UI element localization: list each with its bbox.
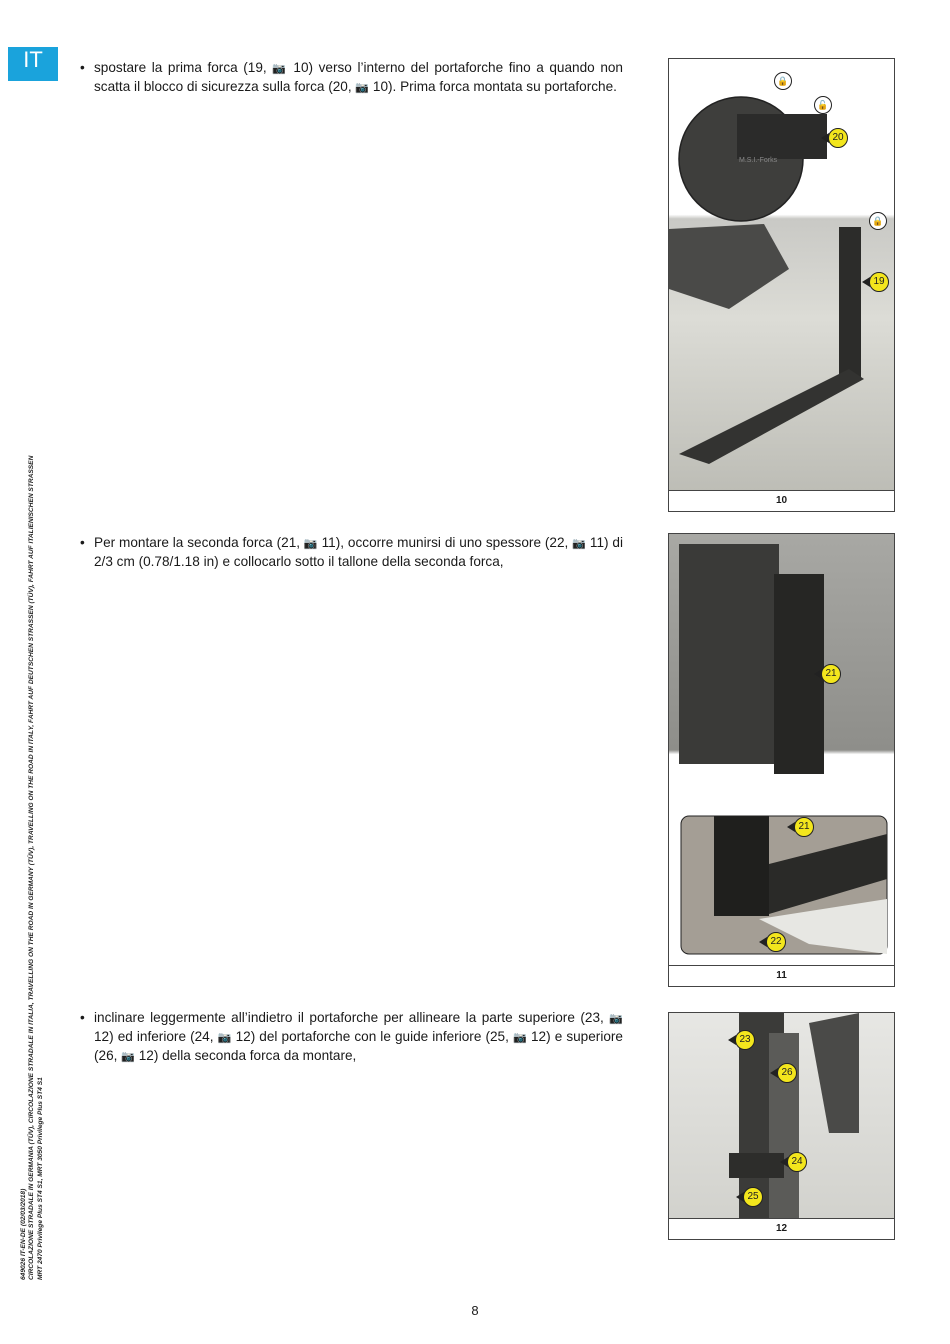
camera-icon: 📷 [572,538,586,550]
figure-11 [668,533,895,987]
callout-20: 20 [828,128,848,148]
lock-icon: 🔒 [774,72,792,90]
lock-label: M.S.I.-Forks [739,157,778,164]
fork-photo-drawing [669,59,894,491]
camera-icon: 📷 [303,538,318,550]
carrier-frame [669,224,789,309]
callout-22: 22 [766,932,786,952]
language-tab: IT [8,47,58,81]
page-number: 8 [471,1303,479,1318]
fork-alignment-photo [669,1013,894,1219]
figure-ref: 12 [94,1029,110,1044]
camera-icon: 📷 [272,63,288,75]
camera-icon: 📷 [512,1032,527,1044]
fork-heel [714,816,769,916]
fork-blade [679,369,864,464]
fork-shank [769,1033,799,1219]
camera-icon: 📷 [217,1032,232,1044]
instruction-text: ) verso l’interno del portaforche fino a quando non scatta il blocco di sicurezza sulla forca (20, [94,60,623,94]
callout-24: 24 [787,1152,807,1172]
figure-ref: 12 [235,1029,251,1044]
figure-10 [668,58,895,512]
instruction-text: ) di 2/3 cm (0.78/1.18 in) e collocarlo sotto il tallone della seconda forca, [94,535,624,569]
unlock-icon: 🔓 [814,96,832,114]
bullet-dot: • [80,60,85,75]
camera-icon: 📷 [121,1051,135,1063]
callout-23: 23 [735,1030,755,1050]
callout-25: 25 [743,1187,763,1207]
second-fork-photo [669,534,894,966]
side-caption [20,455,60,1280]
lock-icon: 🔒 [869,212,887,230]
fork-shank [839,227,861,377]
fork-lock-block [737,114,827,159]
figure-caption: 11 [669,965,894,986]
figure-caption: 12 [669,1218,894,1239]
callout-19: 19 [869,272,889,292]
figure-ref: 11 [589,535,605,550]
side-caption-sections: CIRCOLAZIONE STRADALE IN GERMANIA (TÜV), CIRCOLAZIONE STRADALE IN ITALIA, TRAVELLING ON THE ROAD IN GERMANY (TÜV), TRAVELLING ON THE ROAD IN ITALY, FAHRT AUF DEUTSCHEN STRASSEN (TÜV), FAHRT AUF ITALIENISCHEN STRASSEN [28,455,36,1280]
instruction-text: ) del portaforche con le guide inferiore (25, [250,1029,513,1044]
instruction-text: ) e superiore (26, [94,1029,623,1063]
instruction-text: ). Prima forca montata su portaforche. [388,79,617,94]
callout-26: 26 [777,1063,797,1083]
instruction-3 [80,1009,623,1066]
side-caption-models: MRT 2470 Privilege Plus ST4 S1, MRT 3050 Privilege Plus ST4 S1 [36,1077,44,1280]
bullet-dot: • [80,535,85,550]
instruction-1 [80,59,623,97]
instruction-text: spostare la prima forca (19, [94,60,273,75]
figure-ref: 12 [530,1029,547,1044]
callout-21: 21 [821,664,841,684]
instruction-2 [80,534,623,571]
instruction-text: ) ed inferiore (24, [109,1029,218,1044]
figure-ref: 10 [293,60,309,75]
camera-icon: 📷 [609,1013,623,1025]
figure-caption: 10 [669,490,894,511]
carrier-frame [679,544,779,764]
figure-ref: 11 [321,535,336,550]
figure-12 [668,1012,895,1240]
figure-ref: 12 [138,1048,154,1063]
instruction-text: ), occorre munirsi di uno spessore (22, [335,535,573,550]
instruction-text: ) della seconda forca da montare, [153,1048,357,1063]
instruction-text: Per montare la seconda forca (21, [94,535,304,550]
side-caption-code: 649026 IT-EN-DE (02/03/2018) [20,1188,27,1280]
callout-21-detail: 21 [794,817,814,837]
instruction-text: inclinare leggermente all’indietro il portaforche per allineare la parte superiore (23, [94,1010,610,1025]
camera-icon: 📷 [355,82,370,94]
fork-carrier-photo [669,59,894,491]
bullet-dot: • [80,1010,85,1025]
lower-guide [729,1153,784,1178]
figure-ref: 10 [372,79,389,94]
boom-arm [809,1013,859,1133]
fork-alignment-drawing [669,1013,894,1219]
second-fork-drawing [669,534,894,966]
